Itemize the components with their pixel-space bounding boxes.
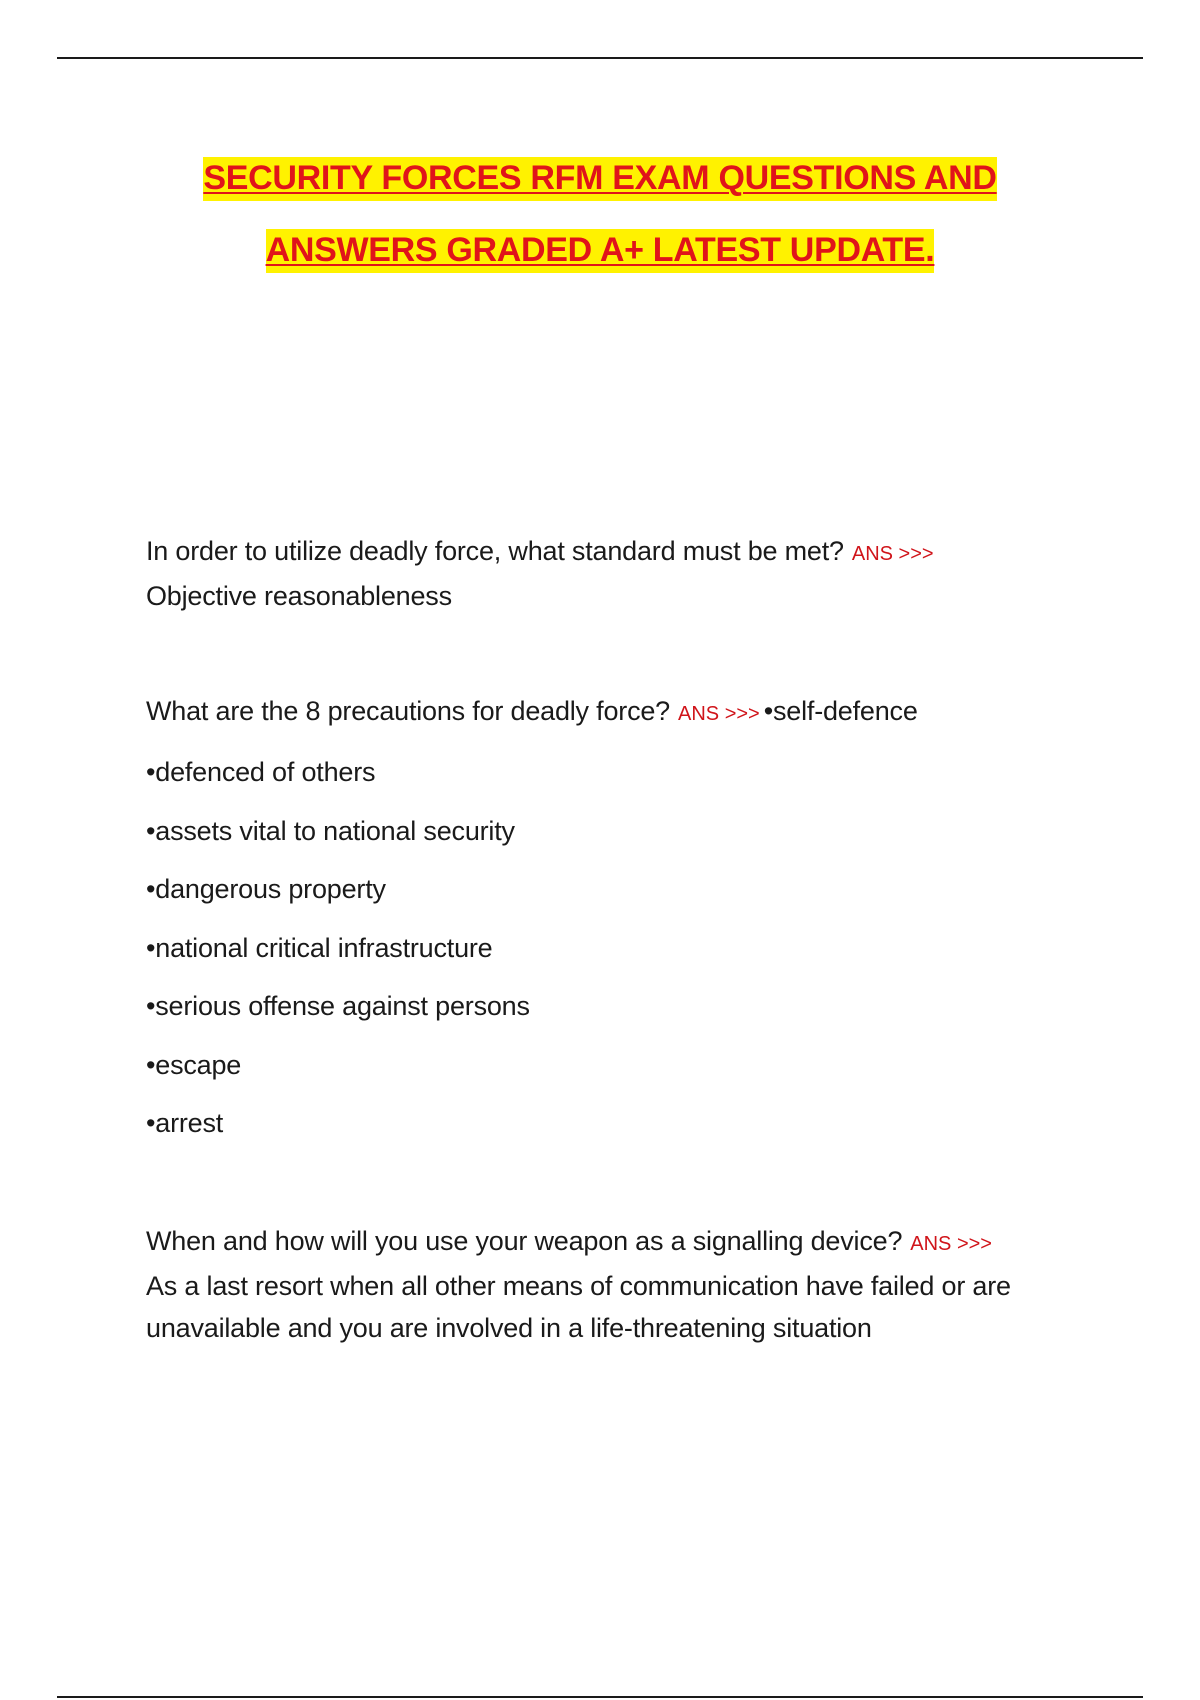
- document-title: [0, 142, 1200, 286]
- answer-2-item-8: •arrest: [146, 1108, 224, 1138]
- qa-item-3: [146, 1220, 1086, 1349]
- ans-label: ANS >>>: [678, 703, 760, 725]
- answer-2-item-6: •serious offense against persons: [146, 991, 530, 1021]
- title-line-1: SECURITY FORCES RFM EXAM QUESTIONS AND: [0, 142, 1200, 214]
- answer-2-item-2: •defenced of others: [146, 757, 376, 787]
- qa-2-text: [146, 690, 1086, 735]
- answer-2-item-1: •self-defence: [763, 696, 918, 726]
- qa-3-text: [146, 1220, 1086, 1349]
- answer-2-item-5: •national critical infrastructure: [146, 932, 493, 963]
- ans-label: ANS >>>: [851, 543, 934, 565]
- answer-1: Objective reasonableness: [146, 581, 452, 611]
- answer-2-item-7: •escape: [146, 1049, 242, 1080]
- qa-item-1: [146, 530, 1086, 617]
- qa-1-text: [146, 530, 1086, 617]
- qa-item-2: [146, 690, 1086, 1153]
- bottom-rule: [57, 1696, 1143, 1698]
- title-line-2: ANSWERS GRADED A+ LATEST UPDATE.: [0, 214, 1200, 286]
- top-rule: [57, 57, 1143, 59]
- question-2: What are the 8 precautions for deadly force?: [146, 696, 671, 726]
- answer-2-item-4: •dangerous property: [146, 874, 386, 904]
- answer-2-item-3: •assets vital to national security: [146, 815, 515, 846]
- question-1: In order to utilize deadly force, what standard must be met?: [146, 536, 844, 566]
- ans-label: ANS >>>: [910, 1233, 992, 1255]
- question-3: When and how will you use your weapon as a signalling device?: [146, 1226, 903, 1256]
- answer-3: As a last resort when all other means of communication have failed or are unavailable and you are involved in a life-threatening situation: [146, 1271, 1011, 1343]
